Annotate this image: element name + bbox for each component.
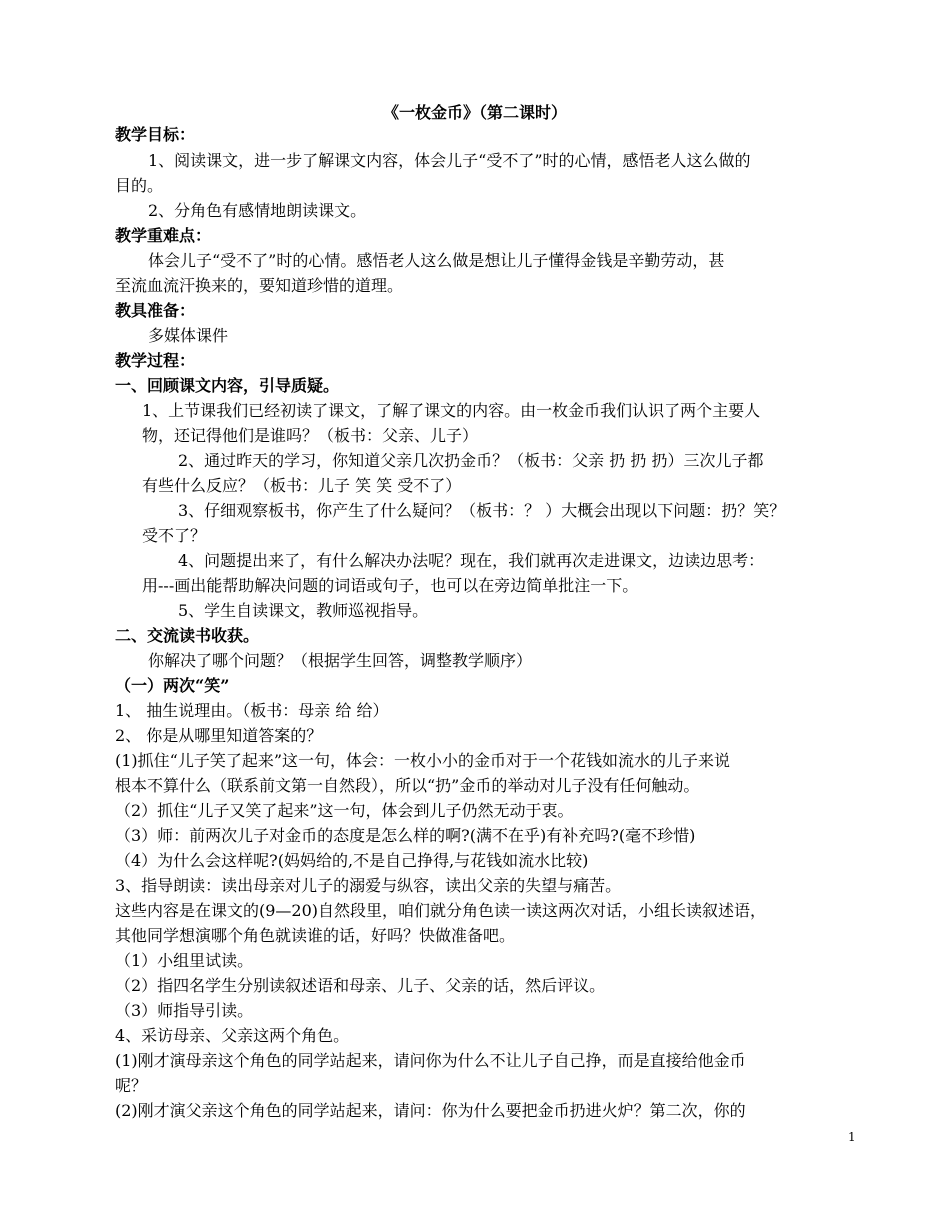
subsection-heading: （一）两次“笑”: [115, 676, 230, 695]
text-line: 5、学生自读课文，教师巡视指导。: [178, 601, 429, 620]
heading-process: 教学过程：: [115, 351, 196, 370]
text-line: 2、 你是从哪里知道答案的？: [115, 726, 323, 745]
text-line: 1、上节课我们已经初读了课文，了解了课文的内容。由一枚金币我们认识了两个主要人: [142, 401, 761, 420]
text-line: 根本不算什么（联系前文第一自然段），所以“扔”金币的举动对儿子没有任何触动。: [115, 776, 700, 795]
text-line: 2、分角色有感情地朗读课文。: [148, 201, 367, 220]
document-title: 《一枚金币》（第二课时）: [382, 103, 567, 122]
page-number: 1: [848, 1130, 856, 1144]
text-line: 受不了？: [142, 526, 207, 545]
heading-objectives: 教学目标：: [115, 125, 196, 144]
text-line: 其他同学想演哪个角色就读谁的话，好吗？快做准备吧。: [115, 926, 516, 945]
text-line: （4）为什么会这样呢?(妈妈给的,不是自己挣得,与花钱如流水比较): [115, 851, 589, 870]
text-line: （3）师指导引读。: [115, 1001, 254, 1020]
text-line: 用---画出能帮助解决问题的词语或句子，也可以在旁边简单批注一下。: [142, 576, 639, 595]
text-line: (1)抓住“儿子笑了起来”这一句，体会：一枚小小的金币对于一个花钱如流水的儿子来说: [115, 751, 731, 770]
text-line: 3、指导朗读：读出母亲对儿子的溺爱与纵容，读出父亲的失望与痛苦。: [115, 876, 622, 895]
text-line: 有些什么反应？（板书：儿子 笑 笑 受不了）: [142, 476, 462, 495]
text-line: 2、通过昨天的学习，你知道父亲几次扔金币？（板书：父亲 扔 扔 扔）三次儿子都: [178, 451, 764, 470]
text-line: 这些内容是在课文的(9—20)自然段里，咱们就分角色读一读这两次对话，小组长读叙述语，: [115, 901, 767, 920]
text-line: （3）师：前两次儿子对金币的态度是怎么样的啊?(满不在乎)有补充吗?(毫不珍惜): [115, 826, 696, 845]
text-line: 你解决了哪个问题？（根据学生回答，调整教学顺序）: [148, 651, 533, 670]
text-line: 1、 抽生说理由。（板书：母亲 给 给）: [115, 701, 389, 720]
text-line: 4、问题提出来了，有什么解决办法呢？现在，我们就再次走进课文，边读边思考：: [178, 551, 765, 570]
text-line: 物，还记得他们是谁吗？（板书：父亲、儿子）: [142, 426, 479, 445]
text-line: （1）小组里试读。: [115, 951, 254, 970]
section-heading-1: 一、回顾课文内容，引导质疑。: [115, 376, 340, 395]
heading-key-points: 教学重难点：: [115, 226, 212, 245]
text-line: 多媒体课件: [148, 326, 229, 345]
text-line: 呢？: [115, 1076, 148, 1095]
section-heading-2: 二、交流读书收获。: [115, 626, 260, 645]
text-line: 3、仔细观察板书，你产生了什么疑问？（板书：？ ）大概会出现以下问题：扔？笑？: [178, 501, 786, 520]
text-line: (1)刚才演母亲这个角色的同学站起来，请问你为什么不让儿子自己挣，而是直接给他金币: [115, 1051, 746, 1070]
text-line: 至流血流汗换来的，要知道珍惜的道理。: [115, 276, 404, 295]
text-line: 体会儿子“受不了”时的心情。感悟老人这么做是想让儿子懂得金钱是辛勤劳动，甚: [148, 251, 725, 270]
heading-materials: 教具准备：: [115, 301, 196, 320]
text-line: （2）指四名学生分别读叙述语和母亲、儿子、父亲的话，然后评议。: [115, 976, 606, 995]
text-line: 1、阅读课文，进一步了解课文内容，体会儿子“受不了”时的心情，感悟老人这么做的: [148, 151, 751, 170]
text-line: 目的。: [115, 176, 164, 195]
text-line: （2）抓住“儿子又笑了起来”这一句，体会到儿子仍然无动于衷。: [115, 801, 574, 820]
text-line: 4、采访母亲、父亲这两个角色。: [115, 1026, 350, 1045]
text-line: (2)刚才演父亲这个角色的同学站起来，请问：你为什么要把金币扔进火炉？第二次，你的: [115, 1101, 746, 1120]
